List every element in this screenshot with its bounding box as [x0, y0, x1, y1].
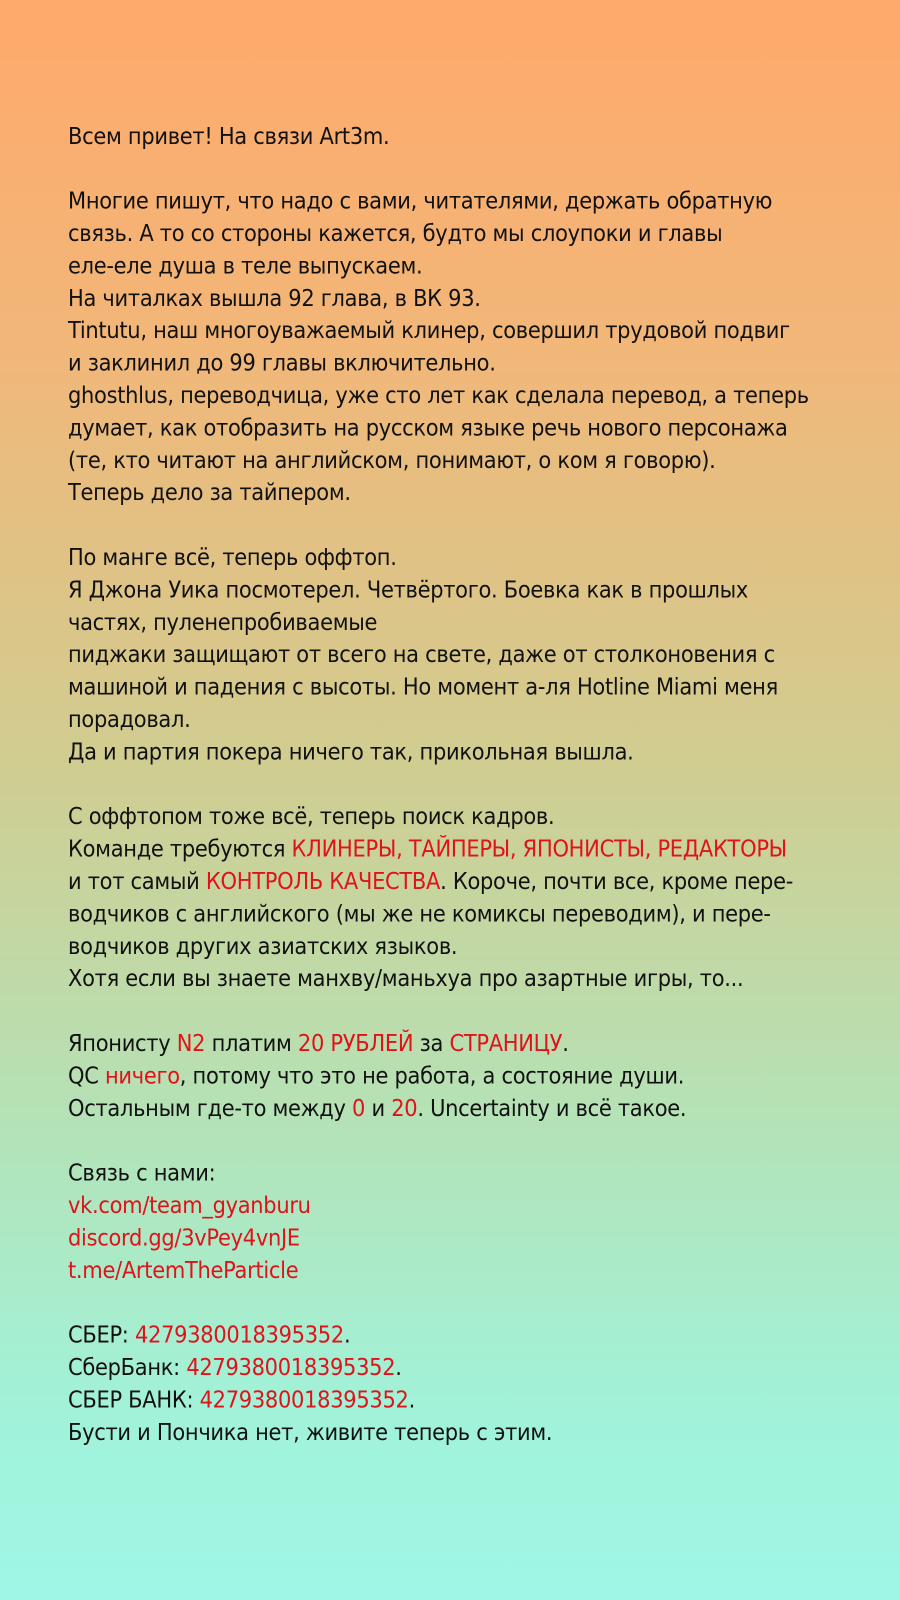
status-line: Теперь дело за тайпером.	[68, 479, 351, 506]
pay-line	[68, 1092, 868, 1124]
donate-text: .	[395, 1354, 402, 1381]
donate-label: СберБанк:	[68, 1354, 187, 1381]
donate-label: СБЕР:	[68, 1322, 135, 1348]
pay-line	[68, 1060, 868, 1092]
spacer	[68, 1286, 868, 1318]
donate-text: .	[343, 1322, 351, 1348]
quality-control-highlight: КОНТРОЛЬ КАЧЕСТВА	[205, 868, 441, 895]
spacer	[68, 768, 868, 800]
offtop-line: порадовал.	[68, 706, 191, 733]
recruit-text: . Короче, почти все, кроме пере-	[440, 868, 793, 895]
status-line: (те, кто читают на английском, понимают, о ком я говорю).	[68, 447, 716, 474]
status-line: Многие пишут, что надо с вами, читателями, держать обратную	[68, 188, 773, 214]
recruit-roles-highlight: КЛИНЕРЫ, ТАЙПЕРЫ, ЯПОНИСТЫ, РЕДАКТОРЫ	[291, 836, 787, 862]
offtop-line: пиджаки защищают от всего на свете, даже от столконовения с	[68, 641, 775, 668]
telegram-link[interactable]: t.me/ArtemTheParticle	[68, 1257, 299, 1284]
card-number: 4279380018395352	[186, 1354, 396, 1381]
recruit-text: и тот самый	[68, 868, 206, 895]
card-number: 4279380018395352	[199, 1386, 409, 1413]
announcement-text	[68, 120, 868, 1448]
pay-text: Остальным где-то между	[68, 1095, 353, 1122]
pay-text: . Uncertainty и всё такое.	[417, 1095, 687, 1122]
min-pay-highlight: 0	[352, 1095, 366, 1122]
spacer	[68, 995, 868, 1027]
donate-line	[68, 1351, 868, 1383]
n2-highlight: N2	[176, 1030, 206, 1057]
offtop-line: машиной и падения с высоты. Но момент а-ля Hotline Miami меня	[68, 674, 778, 700]
spacer	[68, 152, 868, 184]
status-line: ghosthlus, переводчица, уже сто лет как сделала перевод, а теперь	[68, 382, 809, 409]
status-line: На читалках вышла 92 глава, в ВК 93.	[68, 285, 481, 312]
card-number: 4279380018395352	[134, 1322, 344, 1348]
status-line: и заклинил до 99 главы включительно.	[68, 350, 496, 376]
closing-line: Бусти и Пончика нет, живите теперь с этим.	[68, 1419, 553, 1446]
greeting-line: Всем привет! На связи Art3m.	[68, 123, 390, 150]
recruit-line: водчиков других азиатских языков.	[68, 933, 458, 960]
recruit-line	[68, 833, 868, 865]
vk-link[interactable]: vk.com/team_gyanburu	[68, 1192, 311, 1219]
status-line: связь. А то со стороны кажется, будто мы слоупоки и главы	[68, 220, 723, 247]
donate-text: .	[408, 1386, 415, 1413]
pay-text: платим	[205, 1030, 298, 1057]
max-pay-highlight: 20	[391, 1095, 418, 1122]
recruit-line: С оффтопом тоже всё, теперь поиск кадров.	[68, 803, 555, 830]
offtop-line: Да и партия покера ничего так, прикольная вышла.	[68, 738, 634, 765]
pay-text: и	[365, 1095, 392, 1122]
nothing-highlight: ничего	[104, 1062, 180, 1089]
pay-text: за	[413, 1030, 450, 1057]
discord-link[interactable]: discord.gg/3vPey4vnJE	[68, 1224, 300, 1251]
page-highlight: СТРАНИЦУ	[449, 1030, 563, 1057]
status-line: думает, как отобразить на русском языке речь нового персонажа	[68, 414, 788, 441]
pay-line	[68, 1027, 868, 1059]
pay-text: QC	[68, 1062, 105, 1089]
rate-highlight: 20 РУБЛЕЙ	[297, 1030, 414, 1057]
status-line: Tintutu, наш многоуважаемый клинер, совершил трудовой подвиг	[68, 317, 790, 344]
pay-text: , потому что это не работа, а состояние души.	[179, 1062, 685, 1089]
recruit-line: Хотя если вы знаете манхву/маньхуа про азартные игры, то...	[68, 965, 744, 992]
offtop-line: По манге всё, теперь оффтоп.	[68, 544, 397, 571]
offtop-line: частях, пуленепробиваемые	[68, 609, 378, 636]
contacts-heading: Связь с нами:	[68, 1160, 216, 1186]
recruit-text: Команде требуются	[68, 836, 292, 862]
donate-line	[68, 1384, 868, 1416]
spacer	[68, 1124, 868, 1156]
donate-label: СБЕР БАНК:	[68, 1386, 200, 1413]
offtop-line: Я Джона Уика посмотерел. Четвёртого. Боевка как в прошлых	[68, 576, 749, 603]
spacer	[68, 509, 868, 541]
status-line: еле-еле душа в теле выпускаем.	[68, 252, 423, 279]
pay-text: Японисту	[68, 1030, 177, 1057]
recruit-line: водчиков с английского (мы же не комиксы переводим), и пере-	[68, 900, 771, 927]
donate-line	[68, 1319, 868, 1351]
pay-text: .	[562, 1030, 569, 1057]
recruit-line	[68, 865, 868, 897]
